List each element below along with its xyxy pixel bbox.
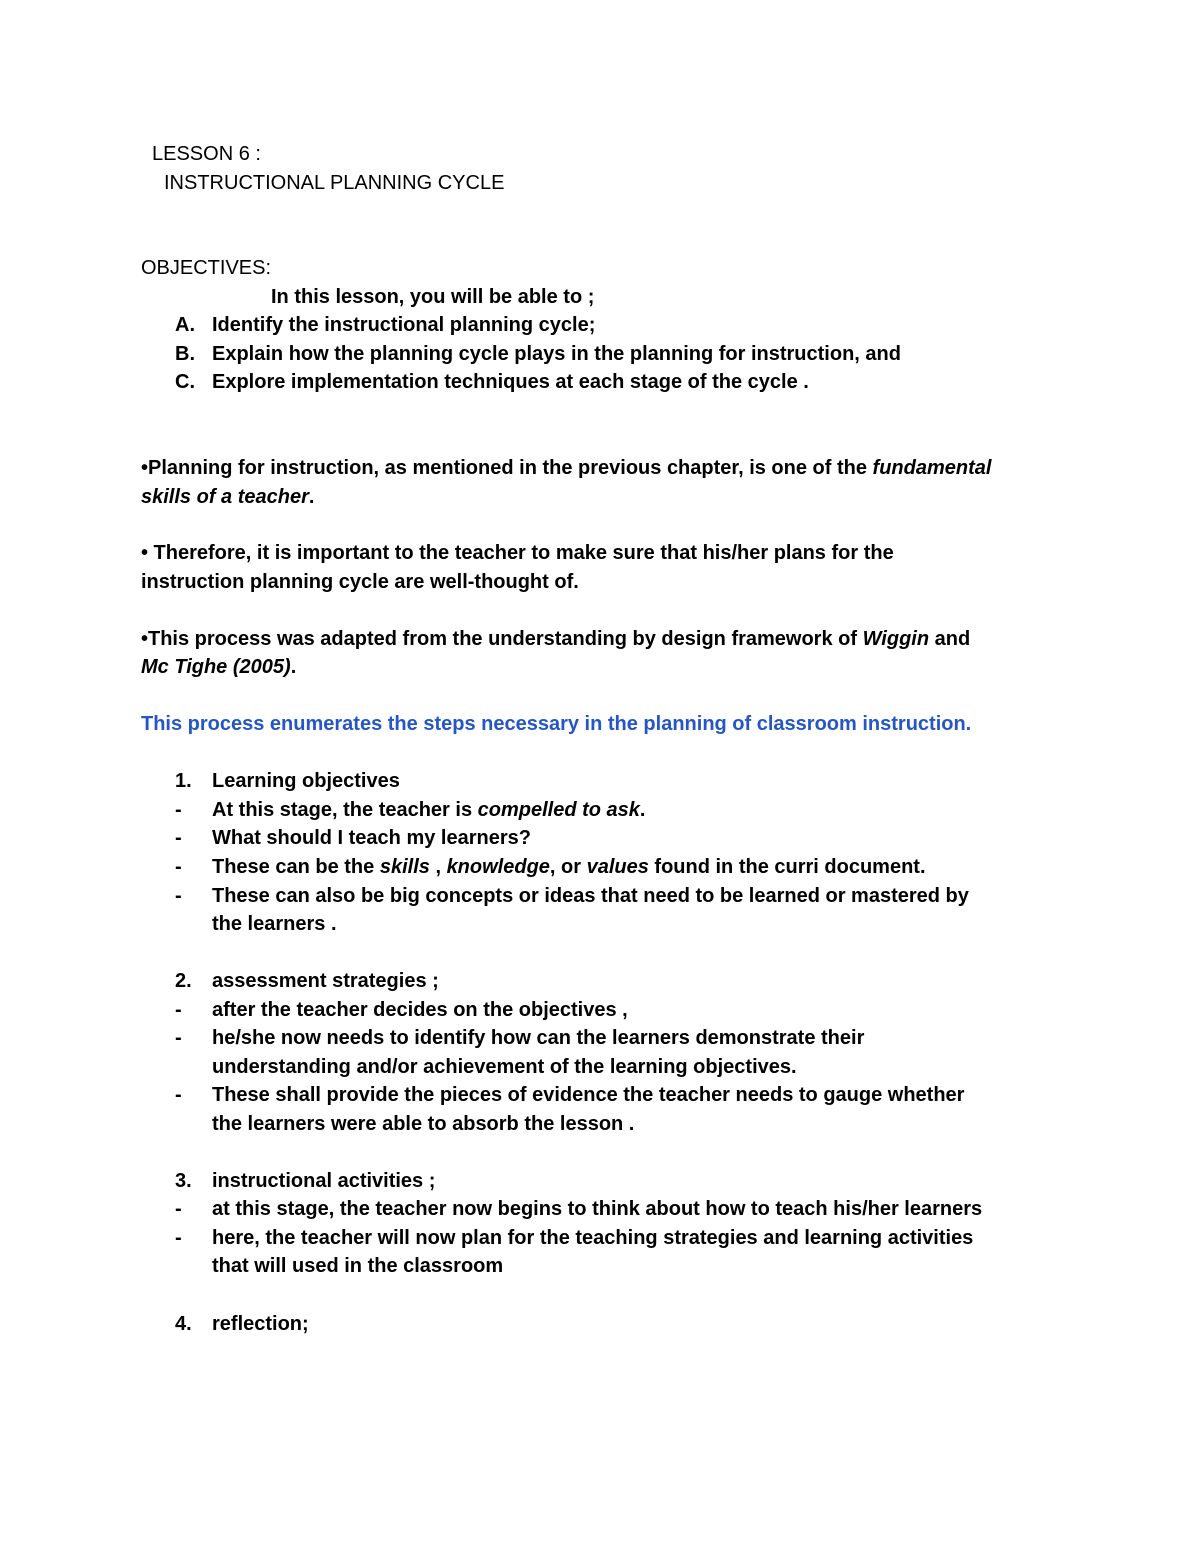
step-detail-continued: the learners were able to absorb the lesson . [212,1113,635,1135]
italic-run: Mc Tighe (2005) [141,656,291,678]
dash-marker: - [175,1027,182,1049]
lesson-number: LESSON 6 : [152,143,261,165]
objective-text: Identify the instructional planning cycle; [212,314,596,336]
text-run: . [308,486,315,508]
objective-text: Explore implementation techniques at each stage of the cycle . [212,371,809,393]
italic-run: knowledge [446,856,550,878]
italic-run: values [586,856,649,878]
italic-run: skills of a teacher [141,486,309,508]
bullet-paragraph-3-line-1 [141,627,970,651]
step-title: instructional activities ; [212,1170,436,1192]
bullet-paragraph-2-line-1: • Therefore, it is important to the teacher to make sure that his/her plans for the [141,542,894,564]
step-detail: These can also be big concepts or ideas that need to be learned or mastered by [212,885,969,907]
objective-marker: B. [175,343,195,365]
objective-text: Explain how the planning cycle plays in the planning for instruction, and [212,343,901,365]
text-run: •Planning for instruction, as mentioned in the previous chapter, is one of the [141,457,873,479]
italic-run: Wiggin [862,628,930,650]
step-number: 2. [175,970,192,992]
italic-run: skills [379,856,430,878]
text-run: These can be the [212,856,380,878]
bullet-paragraph-2-line-2: instruction planning cycle are well-thought of. [141,571,579,593]
dash-marker: - [175,1198,182,1220]
step-number: 1. [175,770,192,792]
step-title: assessment strategies ; [212,970,439,992]
lesson-title: INSTRUCTIONAL PLANNING CYCLE [164,172,505,194]
step-detail-continued: that will used in the classroom [212,1255,504,1277]
dash-marker: - [175,1227,182,1249]
objective-marker: A. [175,314,195,336]
italic-run: compelled to ask [477,799,640,821]
step-detail [212,855,926,879]
highlighted-statement: This process enumerates the steps necessary in the planning of classroom instruction. [141,713,972,735]
step-title: reflection; [212,1313,309,1335]
bullet-paragraph-1-line-1 [141,456,991,480]
step-detail: These shall provide the pieces of evidence the teacher needs to gauge whether [212,1084,965,1106]
step-number: 3. [175,1170,192,1192]
step-detail: he/she now needs to identify how can the learners demonstrate their [212,1027,865,1049]
dash-marker: - [175,856,182,878]
dash-marker: - [175,799,182,821]
objectives-heading: OBJECTIVES: [141,257,272,279]
step-detail: here, the teacher will now plan for the teaching strategies and learning activities [212,1227,974,1249]
text-run: and [929,628,971,650]
text-run: found in the curri document. [648,856,926,878]
step-number: 4. [175,1313,192,1335]
objective-marker: C. [175,371,195,393]
text-run: , [429,856,447,878]
italic-run: fundamental [872,457,992,479]
text-run: •This process was adapted from the understanding by design framework of [141,628,863,650]
step-detail: at this stage, the teacher now begins to think about how to teach his/her learners [212,1198,983,1220]
step-detail-continued: understanding and/or achievement of the learning objectives. [212,1056,797,1078]
bullet-paragraph-3-line-2 [141,655,296,679]
dash-marker: - [175,999,182,1021]
dash-marker: - [175,827,182,849]
step-title: Learning objectives [212,770,400,792]
step-detail: What should I teach my learners? [212,827,531,849]
text-run: . [639,799,646,821]
text-run: , or [549,856,587,878]
step-detail: after the teacher decides on the objectives , [212,999,628,1021]
objectives-intro: In this lesson, you will be able to ; [271,286,595,308]
dash-marker: - [175,1084,182,1106]
step-detail-continued: the learners . [212,913,337,935]
step-detail [212,798,645,822]
dash-marker: - [175,885,182,907]
bullet-paragraph-1-line-2 [141,485,314,509]
text-run: . [290,656,297,678]
text-run: At this stage, the teacher is [212,799,478,821]
